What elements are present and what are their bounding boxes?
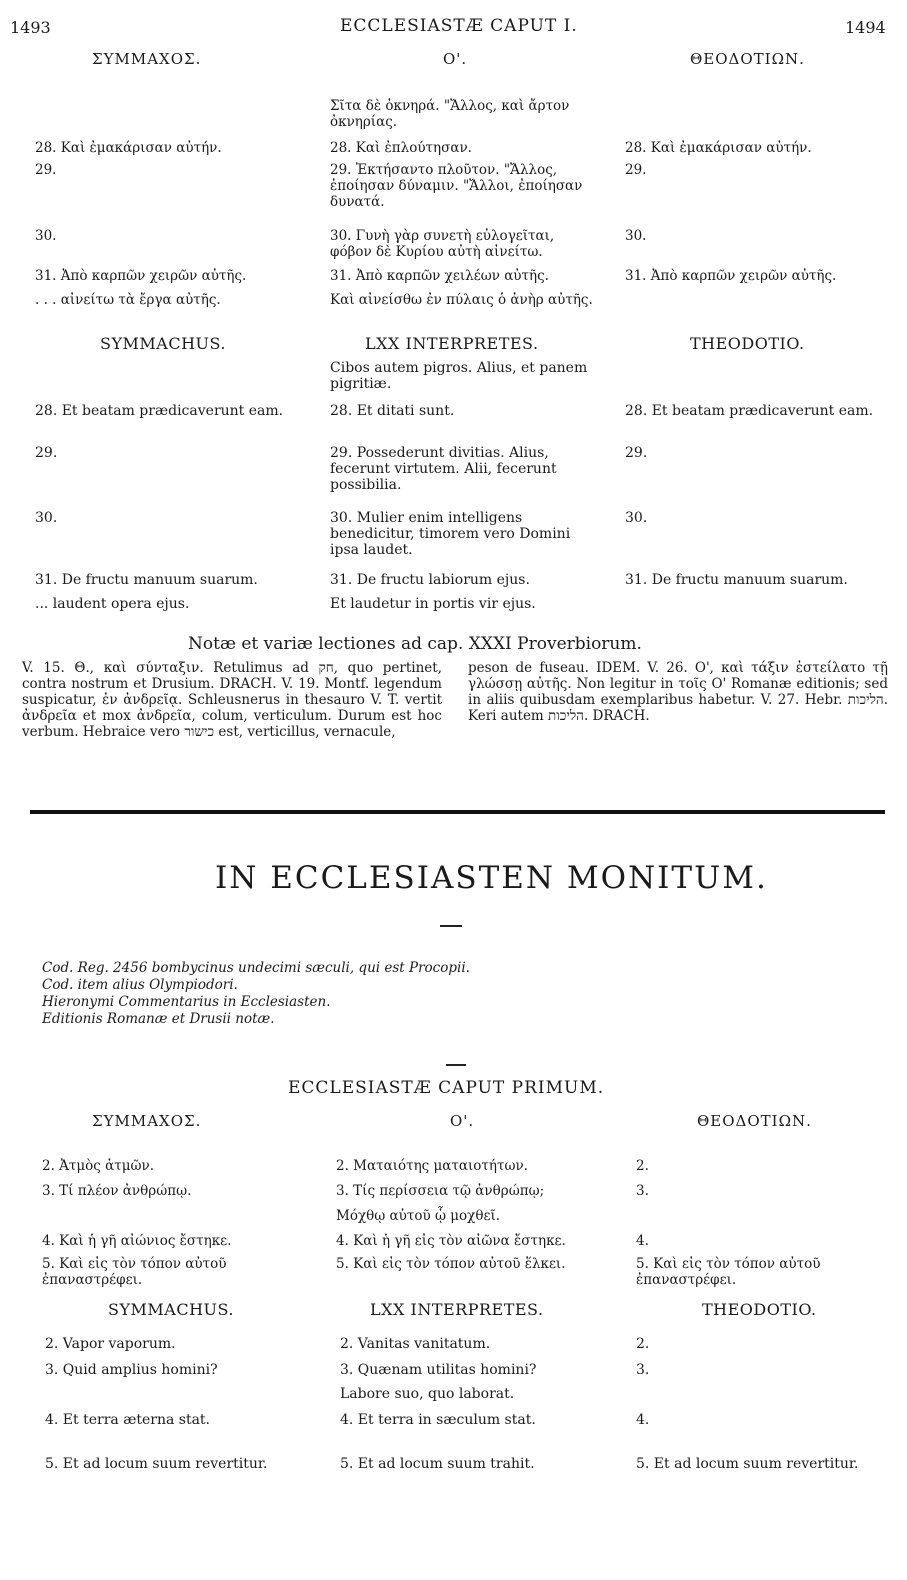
caput-lxx-latin-3b: Labore suo, quo laborat. — [340, 1386, 515, 1402]
caput-lxx-latin-4: 4. Et terra in sæculum stat. — [340, 1412, 536, 1428]
caput-sym-latin-3: 3. Quid amplius homini? — [45, 1362, 218, 1378]
col-head-theodotion-greek: ΘΕΟΔΟΤΙΩΝ. — [690, 50, 805, 68]
the-greek-28: 28. Καὶ ἐμακάρισαν αὐτήν. — [625, 140, 812, 156]
caput-col-head-lxx-greek: O'. — [450, 1112, 475, 1130]
caput-lxx-greek-3b: Μόχθῳ αὐτοῦ ᾧ μοχθεῖ. — [336, 1208, 501, 1224]
caput-sym-latin-4: 4. Et terra æterna stat. — [45, 1412, 211, 1428]
lxx-greek-28: 28. Καὶ ἐπλούτησαν. — [330, 140, 472, 156]
sym-greek-30: 30. — [35, 228, 57, 244]
lxx-greek-31b: Καὶ αἰνείσθω ἐν πύλαις ὁ ἀνὴρ αὐτῆς. — [330, 292, 593, 308]
lxx-latin-31b: Et laudetur in portis vir ejus. — [330, 596, 536, 612]
caput-lxx-greek-5: 5. Καὶ εἰς τὸν τόπον αὐτοῦ ἕλκει. — [336, 1256, 566, 1272]
sym-latin-29: 29. — [35, 445, 58, 461]
the-greek-29: 29. — [625, 162, 647, 178]
col-head-lxx-latin: LXX INTERPRETES. — [365, 334, 539, 353]
source-line-2: Cod. item alius Olympiodori. — [42, 977, 238, 993]
the-greek-31: 31. Ἀπὸ καρπῶν χειρῶν αὐτῆς. — [625, 268, 837, 284]
the-latin-31: 31. De fructu manuum suarum. — [625, 572, 848, 588]
lxx-latin-28: 28. Et ditati sunt. — [330, 403, 455, 419]
source-line-3: Hieronymi Commentarius in Ecclesiasten. — [42, 994, 331, 1010]
the-greek-30: 30. — [625, 228, 647, 244]
col-head-symmachus-greek: ΣΥΜΜΑΧΟΣ. — [92, 50, 202, 68]
caput-the-greek-4: 4. — [636, 1233, 649, 1249]
source-line-4: Editionis Romanæ et Drusii notæ. — [42, 1011, 275, 1027]
caput-sym-latin-5: 5. Et ad locum suum revertitur. — [45, 1456, 268, 1472]
caput-the-latin-3: 3. — [636, 1362, 650, 1378]
the-latin-29: 29. — [625, 445, 648, 461]
lxx-greek-31: 31. Ἀπὸ καρπῶν χειλέων αὐτῆς. — [330, 268, 549, 284]
caput-lxx-greek-2: 2. Ματαιότης ματαιοτήτων. — [336, 1158, 528, 1174]
caput-lxx-latin-2: 2. Vanitas vanitatum. — [340, 1336, 491, 1352]
caput-the-latin-2: 2. — [636, 1336, 650, 1352]
sym-latin-31: 31. De fructu manuum suarum. — [35, 572, 258, 588]
caput-sym-greek-2: 2. Ἀτμὸς ἀτμῶν. — [42, 1158, 155, 1174]
caput-title: ECCLESIASTÆ CAPUT PRIMUM. — [288, 1078, 605, 1098]
col-head-theodotio-latin: THEODOTIO. — [690, 334, 805, 353]
section-rule — [30, 810, 885, 814]
section-dash — [446, 1064, 466, 1066]
caput-col-head-symmachus-greek: ΣΥΜΜΑΧΟΣ. — [92, 1112, 202, 1130]
caput-lxx-latin-3: 3. Quænam utilitas homini? — [340, 1362, 537, 1378]
lxx-intro-latin: Cibos autem pigros. Alius, et panem pigritiæ. — [330, 360, 588, 392]
caput-col-head-lxx-latin: LXX INTERPRETES. — [370, 1300, 544, 1319]
notes-right-column: peson de fuseau. IDEM. V. 26. O', καὶ τάξιν ἐστείλατο τῇ γλώσσῃ αὐτῆς. Non legitur in τοῖς O' Romanæ editionis; sed in aliis quibusdam exemplaribus habetur. V. 27. Hebr. הליכות. Keri autem הליכות. DRACH. — [468, 660, 888, 724]
running-title: ECCLESIASTÆ CAPUT I. — [340, 16, 578, 36]
lxx-latin-31: 31. De fructu labiorum ejus. — [330, 572, 530, 588]
caput-col-head-theodotion-greek: ΘΕΟΔΟΤΙΩΝ. — [697, 1112, 812, 1130]
caput-sym-greek-5: 5. Καὶ εἰς τὸν τόπον αὐτοῦ ἐπαναστρέφει. — [42, 1256, 227, 1288]
lxx-greek-29: 29. Ἐκτήσαντο πλοῦτον. "Ἄλλος, ἐποίησαν δύναμιν. "Ἄλλοι, ἐποίησαν δυνατά. — [330, 162, 583, 210]
monitum-title: IN ECCLESIASTEN MONITUM. — [215, 860, 768, 896]
caput-lxx-greek-3: 3. Τίς περίσσεια τῷ ἀνθρώπῳ; — [336, 1183, 545, 1199]
col-head-symmachus-latin: SYMMACHUS. — [100, 334, 226, 353]
notes-heading: Notæ et variæ lectiones ad cap. XXXI Proverbiorum. — [188, 634, 642, 654]
page-number-right: 1494 — [845, 18, 886, 37]
page-number-left: 1493 — [10, 18, 51, 37]
lxx-intro-greek: Σῖτα δὲ ὀκνηρά. "Ἄλλος, καὶ ἄρτον ὀκνηρίας. — [330, 98, 570, 130]
caput-col-head-theodotio-latin: THEODOTIO. — [702, 1300, 817, 1319]
the-latin-28: 28. Et beatam prædicaverunt eam. — [625, 403, 874, 419]
sym-greek-29: 29. — [35, 162, 57, 178]
sym-latin-28: 28. Et beatam prædicaverunt eam. — [35, 403, 284, 419]
source-line-1: Cod. Reg. 2456 bombycinus undecimi sæculi, qui est Procopii. — [42, 960, 470, 976]
sym-greek-28: 28. Καὶ ἐμακάρισαν αὐτήν. — [35, 140, 222, 156]
the-latin-30: 30. — [625, 510, 648, 526]
caput-the-greek-5: 5. Καὶ εἰς τὸν τόπον αὐτοῦ ἐπαναστρέφει. — [636, 1256, 821, 1288]
caput-sym-greek-3: 3. Τί πλέον ἀνθρώπῳ. — [42, 1183, 192, 1199]
lxx-latin-29: 29. Possederunt divitias. Alius, fecerunt virtutem. Alii, fecerunt possibilia. — [330, 445, 557, 493]
sym-latin-31b: ... laudent opera ejus. — [35, 596, 190, 612]
caput-sym-greek-4: 4. Καὶ ἡ γῆ αἰώνιος ἔστηκε. — [42, 1233, 232, 1249]
caput-lxx-latin-5: 5. Et ad locum suum trahit. — [340, 1456, 535, 1472]
lxx-greek-30: 30. Γυνὴ γὰρ συνετὴ εὐλογεῖται, φόβον δὲ Κυρίου αὐτὴ αἰνείτω. — [330, 228, 555, 260]
lxx-latin-30: 30. Mulier enim intelligens benedicitur, timorem vero Domini ipsa laudet. — [330, 510, 571, 558]
notes-left-column: V. 15. Θ., καὶ σύνταξιν. Retulimus ad חק, quo pertinet, contra nostrum et Drusium. DRACH. V. 19. Montf. legendum suspicatur, ἐν ἀνδρεῖᾳ. Schleusnerus in thesauro V. T. vertit ἀνδρεῖα et mox ἀνδρεῖα, colum, verticulum. Durum est hoc verbum. Hebraice vero כישור est, verticillus, vernacule, — [22, 660, 442, 740]
sym-latin-30: 30. — [35, 510, 58, 526]
sym-greek-31: 31. Ἀπὸ καρπῶν χειρῶν αὐτῆς. — [35, 268, 247, 284]
caput-the-latin-5: 5. Et ad locum suum revertitur. — [636, 1456, 859, 1472]
caput-the-greek-3: 3. — [636, 1183, 649, 1199]
caput-lxx-greek-4: 4. Καὶ ἡ γῆ εἰς τὸν αἰῶνα ἔστηκε. — [336, 1233, 566, 1249]
col-head-lxx-greek: O'. — [443, 50, 468, 68]
caput-the-latin-4: 4. — [636, 1412, 650, 1428]
title-dash — [440, 925, 462, 927]
caput-the-greek-2: 2. — [636, 1158, 649, 1174]
sym-greek-31b: . . . αἰνείτω τὰ ἔργα αὐτῆς. — [35, 292, 221, 308]
caput-col-head-symmachus-latin: SYMMACHUS. — [108, 1300, 234, 1319]
caput-sym-latin-2: 2. Vapor vaporum. — [45, 1336, 176, 1352]
